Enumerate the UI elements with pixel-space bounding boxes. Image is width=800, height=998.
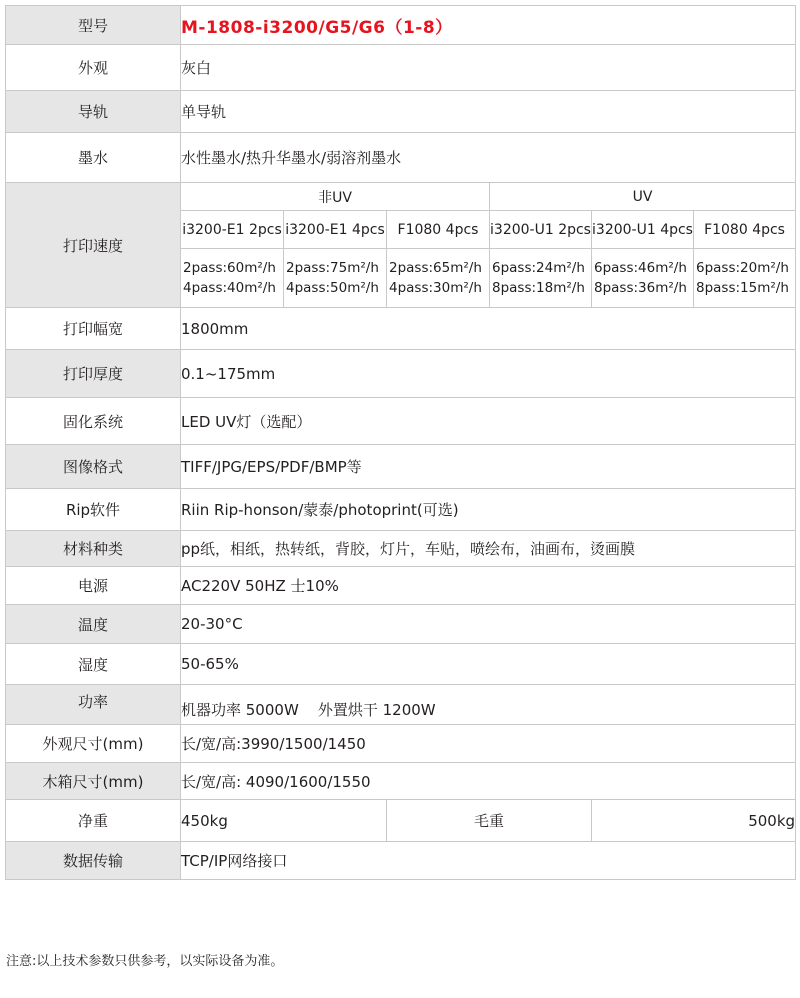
row-thickness [6,350,796,398]
label-power: 功率 [6,685,181,725]
row-weight [6,800,796,842]
speed-line: 4pass:50m²/h [286,280,379,296]
speed-config: i3200-U1 2pcs [490,211,592,249]
speed-values [592,249,694,308]
speed-line: 6pass:24m²/h [492,260,585,276]
speed-line: 2pass:60m²/h [183,260,276,276]
label-rail: 导轨 [6,91,181,133]
row-humidity [6,644,796,685]
speed-line: 4pass:30m²/h [389,280,482,296]
speed-line: 2pass:65m²/h [389,260,482,276]
label-crate: 木箱尺寸(mm) [6,763,181,800]
row-temperature [6,605,796,644]
row-curing [6,398,796,445]
row-format [6,445,796,489]
row-power [6,685,796,725]
value-model: M-1808-i3200/G5/G6（1-8） [181,6,796,45]
value-material: pp纸，相纸，热转纸，背胶，灯片，车贴，喷绘布，油画布，烫画膜 [181,531,796,567]
spec-table [5,5,796,880]
value-rip: Riin Rip-honson/蒙泰/photoprint(可选) [181,489,796,531]
value-gross-weight: 500kg [592,800,796,842]
value-thickness: 0.1~175mm [181,350,796,398]
speed-config: i3200-E1 4pcs [284,211,387,249]
label-appearance: 外观 [6,45,181,91]
row-dimensions [6,725,796,763]
value-data-transfer: TCP/IP网络接口 [181,842,796,880]
value-ink: 水性墨水/热升华墨水/弱溶剂墨水 [181,133,796,183]
row-model [6,6,796,45]
label-thickness: 打印厚度 [6,350,181,398]
row-width [6,308,796,350]
label-curing: 固化系统 [6,398,181,445]
label-temperature: 温度 [6,605,181,644]
row-rip [6,489,796,531]
value-temperature: 20-30°C [181,605,796,644]
label-dimensions: 外观尺寸(mm) [6,725,181,763]
label-data-transfer: 数据传输 [6,842,181,880]
speed-line: 8pass:15m²/h [696,280,789,296]
label-material: 材料种类 [6,531,181,567]
speed-config: F1080 4pcs [694,211,796,249]
label-rip: Rip软件 [6,489,181,531]
speed-group-uv: UV [490,183,796,211]
value-power-supply: AC220V 50HZ 士10% [181,567,796,605]
label-power-supply: 电源 [6,567,181,605]
row-ink [6,133,796,183]
value-humidity: 50-65% [181,644,796,685]
value-curing: LED UV灯（选配） [181,398,796,445]
label-ink: 墨水 [6,133,181,183]
row-crate [6,763,796,800]
label-speed: 打印速度 [6,183,181,308]
speed-values [490,249,592,308]
speed-line: 6pass:46m²/h [594,260,687,276]
label-format: 图像格式 [6,445,181,489]
value-format: TIFF/JPG/EPS/PDF/BMP等 [181,445,796,489]
value-rail: 单导轨 [181,91,796,133]
label-net-weight: 净重 [6,800,181,842]
value-appearance: 灰白 [181,45,796,91]
speed-line: 2pass:75m²/h [286,260,379,276]
speed-group-non-uv: 非UV [181,183,490,211]
value-crate: 长/宽/高: 4090/1600/1550 [181,763,796,800]
value-dimensions: 长/宽/高:3990/1500/1450 [181,725,796,763]
value-net-weight: 450kg [181,800,387,842]
disclaimer-note: 注意:以上技术参数只供参考，以实际设备为准。 [6,954,284,969]
value-width: 1800mm [181,308,796,350]
speed-values [387,249,490,308]
speed-line: 6pass:20m²/h [696,260,789,276]
row-rail [6,91,796,133]
row-speed-groups [6,183,796,211]
speed-line: 8pass:36m²/h [594,280,687,296]
speed-values [181,249,284,308]
label-gross-weight: 毛重 [387,800,592,842]
speed-line: 8pass:18m²/h [492,280,585,296]
speed-line: 4pass:40m²/h [183,280,276,296]
label-humidity: 湿度 [6,644,181,685]
speed-config: i3200-E1 2pcs [181,211,284,249]
row-power-supply [6,567,796,605]
row-material [6,531,796,567]
speed-config: F1080 4pcs [387,211,490,249]
speed-values [694,249,796,308]
label-model: 型号 [6,6,181,45]
label-width: 打印幅宽 [6,308,181,350]
row-data-transfer [6,842,796,880]
value-power: 机器功率 5000W 外置烘干 1200W [181,685,796,725]
speed-values [284,249,387,308]
row-appearance [6,45,796,91]
speed-config: i3200-U1 4pcs [592,211,694,249]
